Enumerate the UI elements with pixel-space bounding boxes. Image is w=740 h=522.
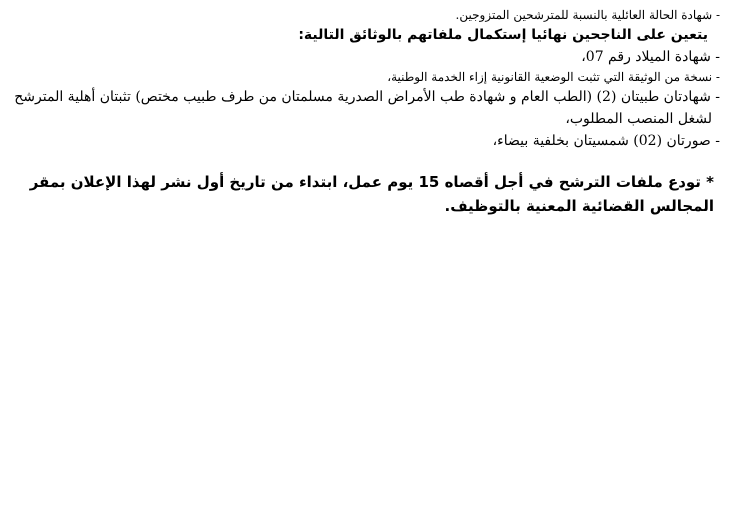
document-body bbox=[14, 6, 720, 218]
photos-line: - صورتان (02) شمسيتان بخلفية بيضاء، bbox=[492, 133, 720, 149]
birth-certificate-line: - شهادة الميلاد رقم 07، bbox=[581, 49, 720, 65]
medical-certificates-line: - شهادتان طبيتان (2) (الطب العام و شهادة طب الأمراض الصدرية مسلمتان من طرف طبيب مختص) تثبتان أهلية المترشح لشغل المنصب المطلوب، bbox=[14, 89, 720, 127]
deposit-notice: * تودع ملفات الترشح في أجل أقصاه 15 يوم عمل، ابتداء من تاريخ أول نشر لهذا الإعلان بمقر المجالس القضائية المعنية بالتوظيف. bbox=[29, 173, 714, 215]
military-status-line: - نسخة من الوثيقة التي تثبت الوضعية القانونية إزاء الخدمة الوطنية، bbox=[387, 70, 720, 84]
family-status-line: - شهادة الحالة العائلية بالنسبة للمترشحين المتزوجين. bbox=[455, 8, 720, 22]
successful-candidates-heading: يتعين على الناجحين نهائيا إستكمال ملفاتهم بالوثائق التالية: bbox=[298, 27, 708, 43]
spacer bbox=[14, 152, 720, 170]
